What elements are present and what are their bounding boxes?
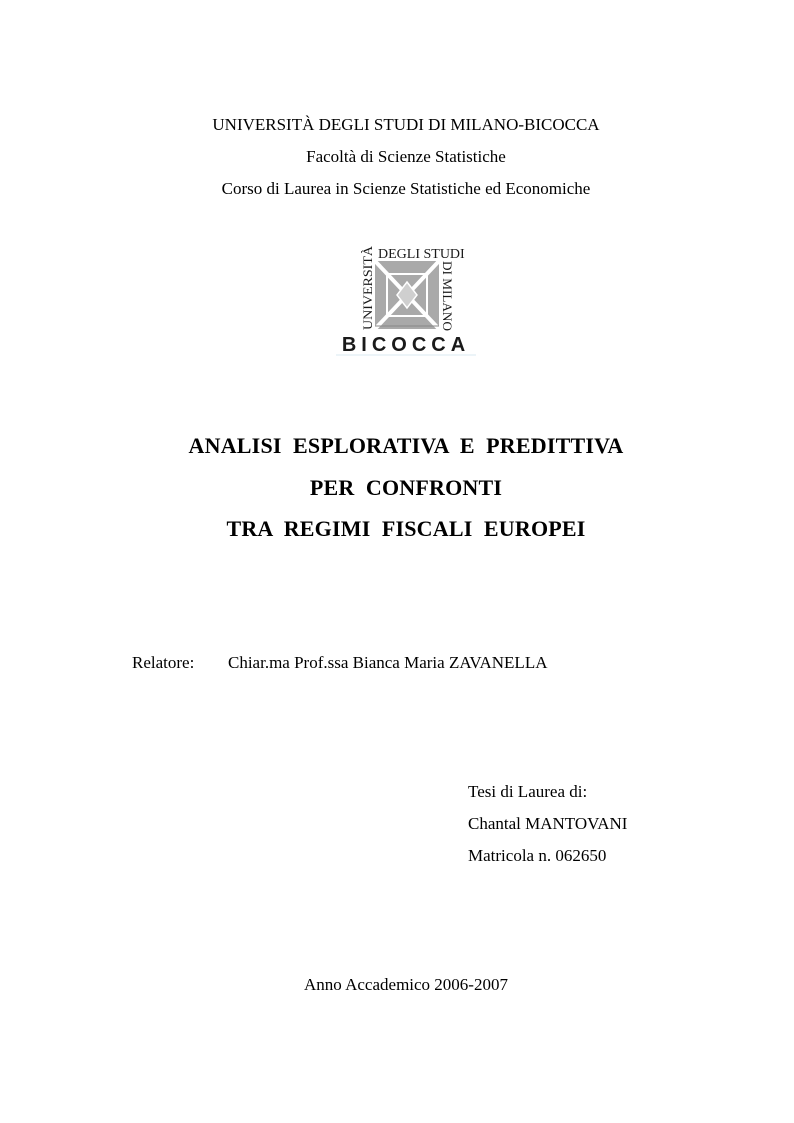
thesis-title-line-3: TRA REGIMI FISCALI EUROPEI (226, 516, 586, 541)
thesis-title-line-1: ANALISI ESPLORATIVA E PREDITTIVA (188, 433, 624, 458)
author-matricola: Matricola n. 062650 (468, 846, 607, 865)
faculty-name: Facoltà di Scienze Statistiche (306, 147, 506, 166)
author-label: Tesi di Laurea di: (468, 782, 588, 801)
thesis-title-line-2: PER CONFRONTI (309, 475, 503, 500)
course-name: Corso di Laurea in Scienze Statistiche ed Economiche (221, 179, 591, 198)
seal-right-text: DI MILANO (440, 261, 455, 330)
academic-year: Anno Accademico 2006-2007 (304, 975, 508, 994)
supervisor-name: Chiar.ma Prof.ssa Bianca Maria ZAVANELLA (228, 653, 548, 672)
seal-bottom-text: BICOCCA (341, 334, 471, 356)
university-seal-icon (332, 244, 480, 356)
supervisor-label: Relatore: (132, 653, 195, 672)
university-name: UNIVERSITÀ DEGLI STUDI DI MILANO-BICOCCA (212, 115, 600, 134)
author-name: Chantal MANTOVANI (468, 814, 628, 833)
seal-top-text: DEGLI STUDI (378, 247, 465, 262)
seal-left-text: UNIVERSITÀ (360, 252, 375, 330)
